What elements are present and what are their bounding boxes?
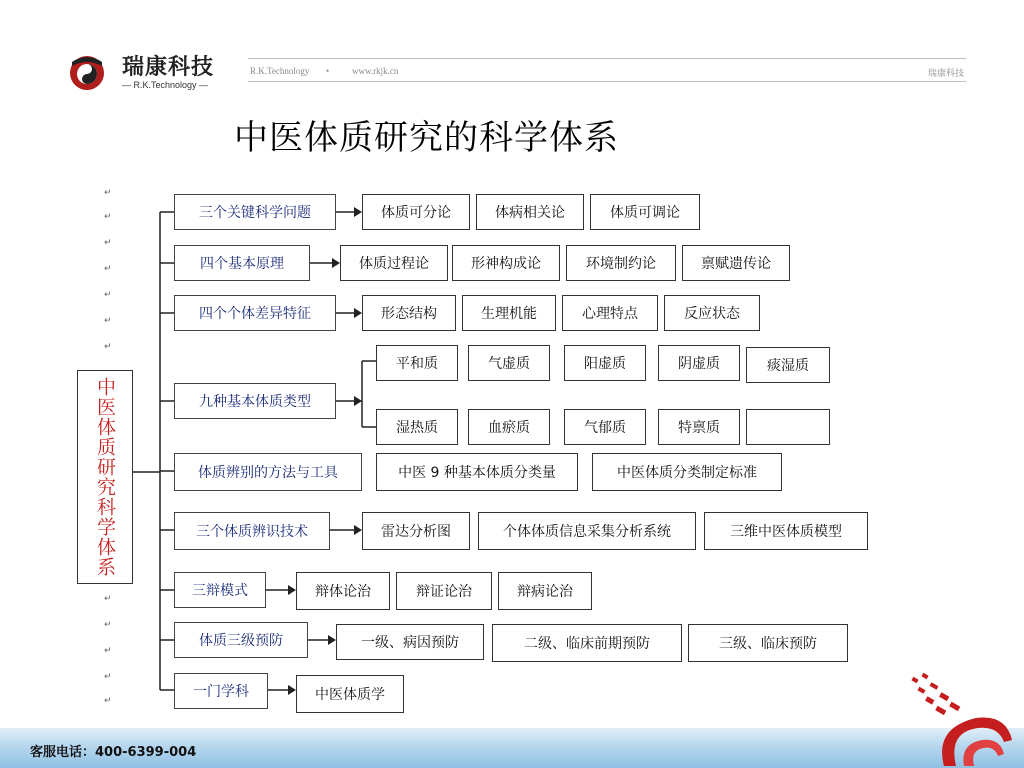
- item-box: 三级、临床预防: [688, 624, 848, 662]
- item-box: 体质过程论: [340, 245, 448, 281]
- item-box: 形态结构: [362, 295, 456, 331]
- logo-subtitle: — R.K.Technology —: [122, 80, 209, 90]
- item-box: 辩证论治: [396, 572, 492, 610]
- category-key-questions: 三个关键科学问题: [174, 194, 336, 230]
- category-three-level-prevention: 体质三级预防: [174, 622, 308, 658]
- category-nine-constitutions: 九种基本体质类型: [174, 383, 336, 419]
- return-mark: ↵: [104, 594, 112, 604]
- category-identification-tech: 三个体质辨识技术: [174, 512, 330, 550]
- logo-text: 瑞康科技: [122, 55, 215, 80]
- item-box: 血瘀质: [468, 409, 550, 445]
- footer-phone: 客服电话：400-6399-004: [30, 745, 197, 760]
- item-box: 二级、临床前期预防: [492, 624, 682, 662]
- item-box: 湿热质: [376, 409, 458, 445]
- item-box: 体病相关论: [476, 194, 584, 230]
- item-box: 雷达分析图: [362, 512, 470, 550]
- return-mark: ↵: [104, 238, 112, 248]
- return-mark: ↵: [104, 188, 112, 198]
- header-separator: •: [326, 66, 330, 76]
- item-box: 阴虚质: [658, 345, 740, 381]
- ribbon-logo-icon: [904, 668, 1014, 768]
- item-box: 平和质: [376, 345, 458, 381]
- item-box: 体质可分论: [362, 194, 470, 230]
- header-company-en: R.K.Technology: [250, 66, 310, 76]
- return-mark: ↵: [104, 316, 112, 326]
- category-methods-tools: 体质辨别的方法与工具: [174, 453, 362, 491]
- item-box: 体质可调论: [590, 194, 700, 230]
- item-box: 三维中医体质模型: [704, 512, 868, 550]
- item-box: 中医 9 种基本体质分类量: [376, 453, 578, 491]
- item-box: 痰湿质: [746, 347, 830, 383]
- return-mark: ↵: [104, 646, 112, 656]
- item-box: 环境制约论: [566, 245, 676, 281]
- item-box: 反应状态: [664, 295, 760, 331]
- item-box: 生理机能: [462, 295, 556, 331]
- item-box: 心理特点: [562, 295, 658, 331]
- item-box: 气郁质: [564, 409, 646, 445]
- return-mark: ↵: [104, 264, 112, 274]
- header-url: www.rkjk.cn: [352, 66, 399, 76]
- item-box: 特禀质: [658, 409, 740, 445]
- item-box: 一级、病因预防: [336, 624, 484, 660]
- item-box: 辩病论治: [498, 572, 592, 610]
- category-three-modes: 三辩模式: [174, 572, 266, 608]
- item-box: 阳虚质: [564, 345, 646, 381]
- return-mark: ↵: [104, 290, 112, 300]
- category-one-discipline: 一门学科: [174, 673, 268, 709]
- item-box-empty: [746, 409, 830, 445]
- page-title: 中医体质研究的科学体系: [234, 118, 619, 158]
- return-mark: ↵: [104, 672, 112, 682]
- item-box: 个体体质信息采集分析系统: [478, 512, 696, 550]
- item-box: 形神构成论: [452, 245, 560, 281]
- item-box: 气虚质: [468, 345, 550, 381]
- item-box: 中医体质学: [296, 675, 404, 713]
- return-mark: ↵: [104, 342, 112, 352]
- diagram-root: 中医体质研究科学体系: [77, 370, 133, 584]
- return-mark: ↵: [104, 212, 112, 222]
- return-mark: ↵: [104, 620, 112, 630]
- header-company-cn: 瑞康科技: [928, 68, 965, 78]
- category-individual-differences: 四个个体差异特征: [174, 295, 336, 331]
- item-box: 禀赋遗传论: [682, 245, 790, 281]
- category-basic-principles: 四个基本原理: [174, 245, 310, 281]
- item-box: 中医体质分类制定标准: [592, 453, 782, 491]
- return-mark: ↵: [104, 696, 112, 706]
- item-box: 辩体论治: [296, 572, 390, 610]
